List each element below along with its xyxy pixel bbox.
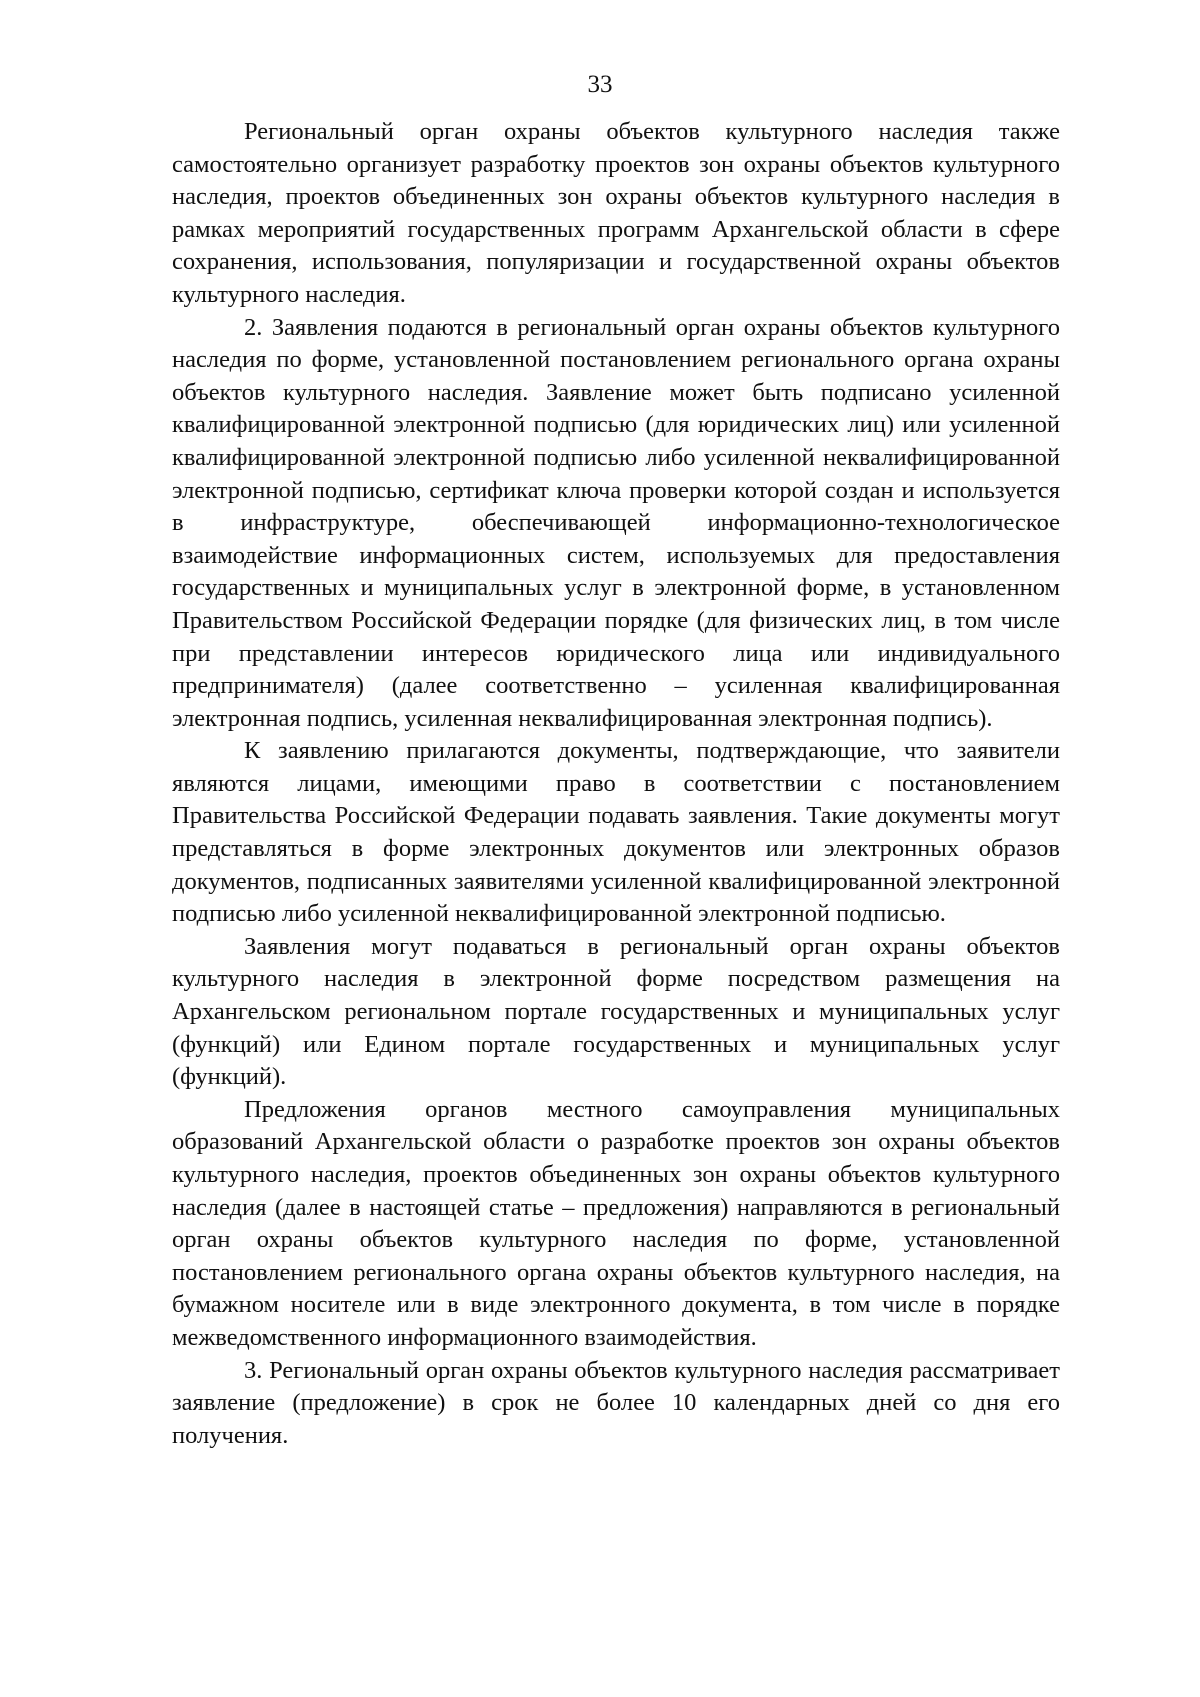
paragraph: К заявлению прилагаются документы, подтверждающие, что заявители являются лицами, имеющими право в соответствии с постановлением Правительства Российской Федерации подавать заявления. Такие документы могут представляться в форме электронных документов или электронных образов документов, подписанных заявителями усиленной квалифицированной электронной подписью либо усиленной неквалифицированной электронной подписью. (172, 737, 1060, 928)
paragraph: Заявления могут подаваться в региональный орган охраны объектов культурного наследия в электронной форме посредством размещения на Архангельском региональном портале государственных и муниципальных услуг (функций) или Едином портале государственных и муниципальных услуг (функций). (172, 932, 1060, 1091)
paragraph: 2. Заявления подаются в региональный орган охраны объектов культурного наследия по форме, установленной постановлением регионального органа охраны объектов культурного наследия. Заявление может быть подписано усиленной квалифицированной электронной подписью (для юридических лиц) или усиленной квалифицированной электронной подписью либо усиленной неквалифицированной электронной подписью, сертификат ключа проверки которой создан и используется в инфраструктуре, обеспечивающей информационно-технологическое взаимодействие информационных систем, используемых для предоставления государственных и муниципальных услуг в электронной форме, в установленном Правительством Российской Федерации порядке (для физических лиц, в том числе при представлении интересов юридического лица или индивидуального предпринимателя) (далее соответственно – усиленная квалифицированная электронная подпись, усиленная неквалифицированная электронная подпись). (172, 313, 1060, 732)
document-body (172, 116, 1060, 1452)
paragraph: Предложения органов местного самоуправления муниципальных образований Архангельской области о разработке проектов зон охраны объектов культурного наследия, проектов объединенных зон охраны объектов культурного наследия (далее в настоящей статье – предложения) направляются в региональный орган охраны объектов культурного наследия по форме, установленной постановлением регионального органа охраны объектов культурного наследия, на бумажном носителе или в виде электронного документа, в том числе в порядке межведомственного информационного взаимодействия. (172, 1095, 1060, 1351)
page-number: 33 (587, 71, 613, 98)
paragraph: Региональный орган охраны объектов культурного наследия также самостоятельно организует разработку проектов зон охраны объектов культурного наследия, проектов объединенных зон охраны объектов культурного наследия в рамках мероприятий государственных программ Архангельской области в сфере сохранения, использования, популяризации и государственной охраны объектов культурного наследия. (172, 118, 1060, 308)
paragraph: 3. Региональный орган охраны объектов культурного наследия рассматривает заявление (предложение) в срок не более 10 календарных дней со дня его получения. (172, 1356, 1060, 1449)
